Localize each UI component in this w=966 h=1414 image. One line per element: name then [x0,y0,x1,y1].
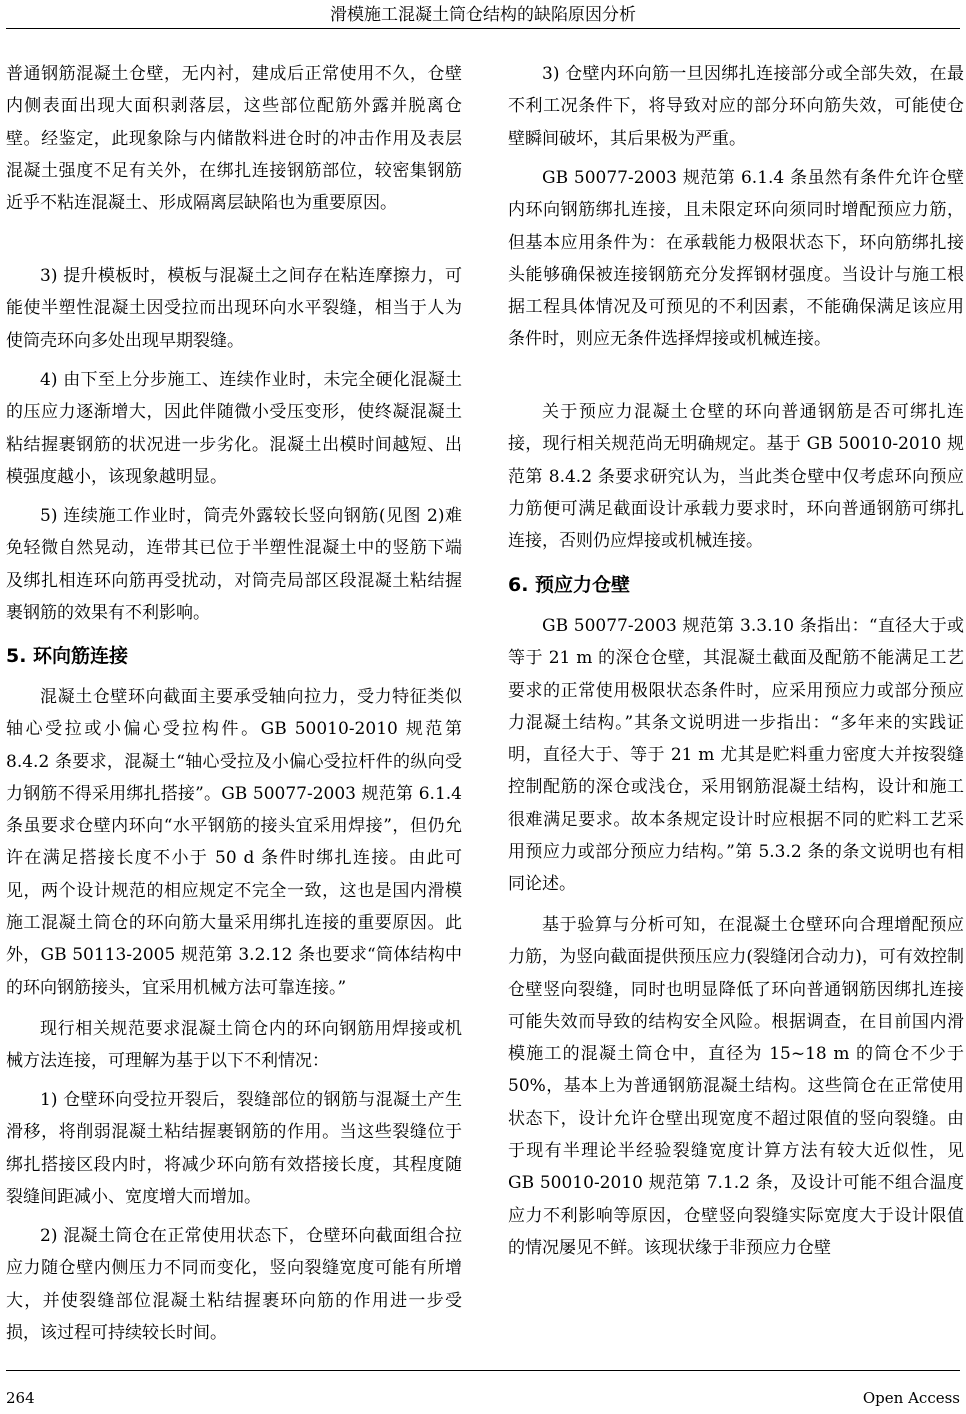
paragraph-right-4: GB 50077-2003 规范第 3.3.10 条指出：“直径大于或等于 21 m 的深仓仓壁，其混凝土截面及配筋不能满足工艺要求的正常使用极限状态条件时，应采用预应力或部分预应力混凝土结构。”其条文说明进一步指出：“多年来的实践证明，直径大于、等于 21 m 尤其是贮料重力密度大并按裂缝控制配筋的深仓或浅仓，采用钢筋混凝土结构，设计和施工很难满足要求。故本条规定设计时应根据不同的贮料工艺采用预应力或部分预应力结构。”第 5.3.2 条的条文说明也有相同论述。 [508,616,964,895]
footer-brand: Open Access [862,1389,960,1407]
paragraph-right-5: 基于验算与分析可知，在混凝土仓壁环向合理增配预应力筋，为竖向截面提供预压应力(裂缝闭合动力)，可有效控制仓壁竖向裂缝，同时也明显降低了环向普通钢筋因绑扎连接可能失效而导致的结构安全风险。根据调查，在目前国内滑模施工的混凝土筒仓中，直径为 15~18 m 的筒仓不少于 50%，基本上为普通钢筋混凝土结构。这些筒仓在正常使用状态下，设计允许仓壁出现宽度不超过限值的竖向裂缝。由于现有半理论半经验裂缝宽度计算方法有较大近似性，见 GB 50010-2010 规范第 7.1.2 条，及设计可能不组合温度应力不利影响等原因，仓壁竖向裂缝实际宽度大于设计限值的情况屡见不鲜。该现状缘于非预应力仓壁 [508,915,964,1258]
section-heading-5: 5. 环向筋连接 [6,645,129,667]
paragraph-right-3: 关于预应力混凝土仓壁的环向普通钢筋是否可绑扎连接，现行相关规范尚无明确规定。基于 GB 50010-2010 规范第 8.4.2 条要求研究认为，当此类仓壁中仅考虑环向预应力筋便可满足截面设计承载力要求时，环向普通钢筋可绑扎连接，否则仍应焊接或机械连接。 [508,402,964,552]
running-header: 滑模施工混凝土筒仓结构的缺陷原因分析 [330,5,636,25]
paragraph-left-3: 4) 由下至上分步施工、连续作业时，未完全硬化混凝土的压应力逐渐增大，因此伴随微小受压变形，使终凝混凝土粘结握裹钢筋的状况进一步劣化。混凝土出模时间越短、出模强度越小，该现象越明显。 [6,370,462,487]
paragraph-left-5: 混凝土仓壁环向截面主要承受轴向拉力，受力特征类似轴心受拉或小偏心受拉构件。GB 50010-2010 规范第 8.4.2 条要求，混凝土“轴心受拉及小偏心受拉杆件的纵向受力钢筋不得采用绑扎搭接”。GB 50077-2003 规范第 6.1.4 条虽要求仓壁内环向“水平钢筋的接头宜采用焊接”，但仍允许在满足搭接长度不小于 50 d 条件时绑扎连接。由此可见，两个设计规范的相应规定不完全一致，这也是国内滑模施工混凝土筒仓的环向筋大量采用绑扎连接的重要原因。此外，GB 50113-2005 规范第 3.2.12 条也要求“筒体结构中的环向钢筋接头，宜采用机械方法可靠连接。” [6,687,462,998]
footer-rule [6,1370,960,1371]
paragraph-left-4: 5) 连续施工作业时，筒壳外露较长竖向钢筋(见图 2)难免轻微自然晃动，连带其已位于半塑性混凝土中的竖筋下端及绑扎相连环向筋再受扰动，对筒壳局部区段混凝土粘结握裹钢筋的效果有不利影响。 [6,506,462,623]
paragraph-right-1: 3) 仓壁内环向筋一旦因绑扎连接部分或全部失效，在最不利工况条件下，将导致对应的部分环向筋失效，可能使仓壁瞬间破坏，其后果极为严重。 [508,64,964,149]
paragraph-left-1: 普通钢筋混凝土仓壁，无内衬，建成后正常使用不久，仓壁内侧表面出现大面积剥落层，这些部位配筋外露并脱离仓壁。经鉴定，此现象除与内储散料进仓时的冲击作用及表层混凝土强度不足有关外，在绑扎连接钢筋部位，较密集钢筋近乎不粘连混凝土、形成隔离层缺陷也为重要原因。 [6,64,462,214]
right-column [508,58,964,1304]
page-number: 264 [6,1389,35,1407]
paragraph-left-8: 2) 混凝土筒仓在正常使用状态下，仓壁环向截面组合拉应力随仓壁内侧压力不同而变化，竖向裂缝宽度可能有所增大，并使裂缝部位混凝土粘结握裹环向筋的作用进一步受损，该过程可持续较长时间。 [6,1226,462,1343]
header-rule [6,28,960,29]
paragraph-left-6: 现行相关规范要求混凝土筒仓内的环向钢筋用焊接或机械方法连接，可理解为基于以下不利情况： [6,1019,462,1072]
section-heading-6: 6. 预应力仓壁 [508,574,631,596]
paragraph-left-2: 3) 提升模板时，模板与混凝土之间存在粘连摩擦力，可能使半塑性混凝土因受拉而出现环向水平裂缝，相当于人为使筒壳环向多处出现早期裂缝。 [6,266,462,351]
paragraph-right-2: GB 50077-2003 规范第 6.1.4 条虽然有条件允许仓壁内环向钢筋绑扎连接，且未限定环向须同时增配预应力筋，但基本应用条件为：在承载能力极限状态下，环向筋绑扎接头能够确保被连接钢筋充分发挥钢材强度。当设计与施工根据工程具体情况及可预见的不利因素，不能确保满足该应用条件时，则应无条件选择焊接或机械连接。 [508,168,964,350]
left-column [6,58,462,1356]
paragraph-left-7: 1) 仓壁环向受拉开裂后，裂缝部位的钢筋与混凝土产生滑移，将削弱混凝土粘结握裹钢筋的作用。当这些裂缝位于绑扎搭接区段内时，将减少环向筋有效搭接长度，其程度随裂缝间距减小、宽度增大而增加。 [6,1090,462,1207]
